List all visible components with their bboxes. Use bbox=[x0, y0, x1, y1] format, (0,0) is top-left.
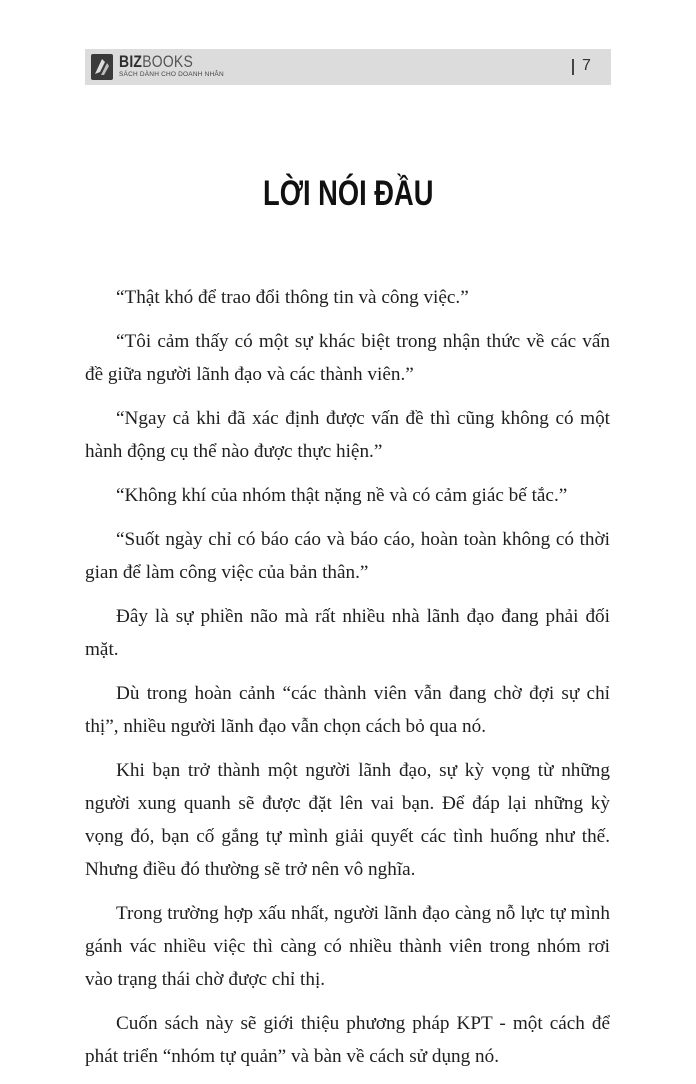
paragraph: “Ngay cả khi đã xác định được vấn đề thì cũng không có một hành động cụ thể nào được thực hiện.” bbox=[85, 408, 610, 462]
page-number: 7 bbox=[582, 57, 591, 74]
paragraph: “Suốt ngày chỉ có báo cáo và báo cáo, hoàn toàn không có thời gian để làm công việc của bản thân.” bbox=[85, 529, 610, 583]
paragraph: Trong trường hợp xấu nhất, người lãnh đạo càng nỗ lực tự mình gánh vác nhiều việc thì càng có nhiều thành viên trong nhóm rơi vào trạng thái chờ được chỉ thị. bbox=[85, 903, 610, 990]
brand-name bbox=[119, 52, 193, 72]
body-text bbox=[85, 281, 610, 1084]
paragraph: Dù trong hoàn cảnh “các thành viên vẫn đang chờ đợi sự chỉ thị”, nhiều người lãnh đạo vẫn chọn cách bỏ qua nó. bbox=[85, 683, 610, 737]
chapter-title-text: LỜI NÓI ĐẦU bbox=[262, 174, 434, 213]
bizbooks-logo-icon bbox=[91, 54, 113, 80]
page-number-separator bbox=[572, 59, 574, 75]
brand-books: BOOKS bbox=[142, 52, 194, 71]
paragraph: Khi bạn trở thành một người lãnh đạo, sự kỳ vọng từ những người xung quanh sẽ được đặt lên vai bạn. Để đáp lại những kỳ vọng đó, bạn cố gắng tự mình giải quyết các tình huống như thế. Nhưng điều đó thường sẽ trở nên vô nghĩa. bbox=[85, 760, 610, 880]
paragraph: Đây là sự phiền não mà rất nhiều nhà lãnh đạo đang phải đối mặt. bbox=[85, 606, 610, 660]
page-header bbox=[85, 49, 611, 85]
paragraph: Cuốn sách này sẽ giới thiệu phương pháp KPT - một cách để phát triển “nhóm tự quản” và bàn về cách sử dụng nó. bbox=[85, 1013, 610, 1067]
paragraph: “Không khí của nhóm thật nặng nề và có cảm giác bế tắc.” bbox=[116, 485, 568, 506]
paragraph: “Thật khó để trao đổi thông tin và công việc.” bbox=[116, 287, 469, 308]
brand-biz: BIZ bbox=[119, 52, 143, 71]
chapter-title bbox=[0, 172, 696, 216]
brand-tagline: SÁCH DÀNH CHO DOANH NHÂN bbox=[119, 71, 224, 78]
paragraph: “Tôi cảm thấy có một sự khác biệt trong nhận thức về các vấn đề giữa người lãnh đạo và các thành viên.” bbox=[85, 331, 610, 385]
